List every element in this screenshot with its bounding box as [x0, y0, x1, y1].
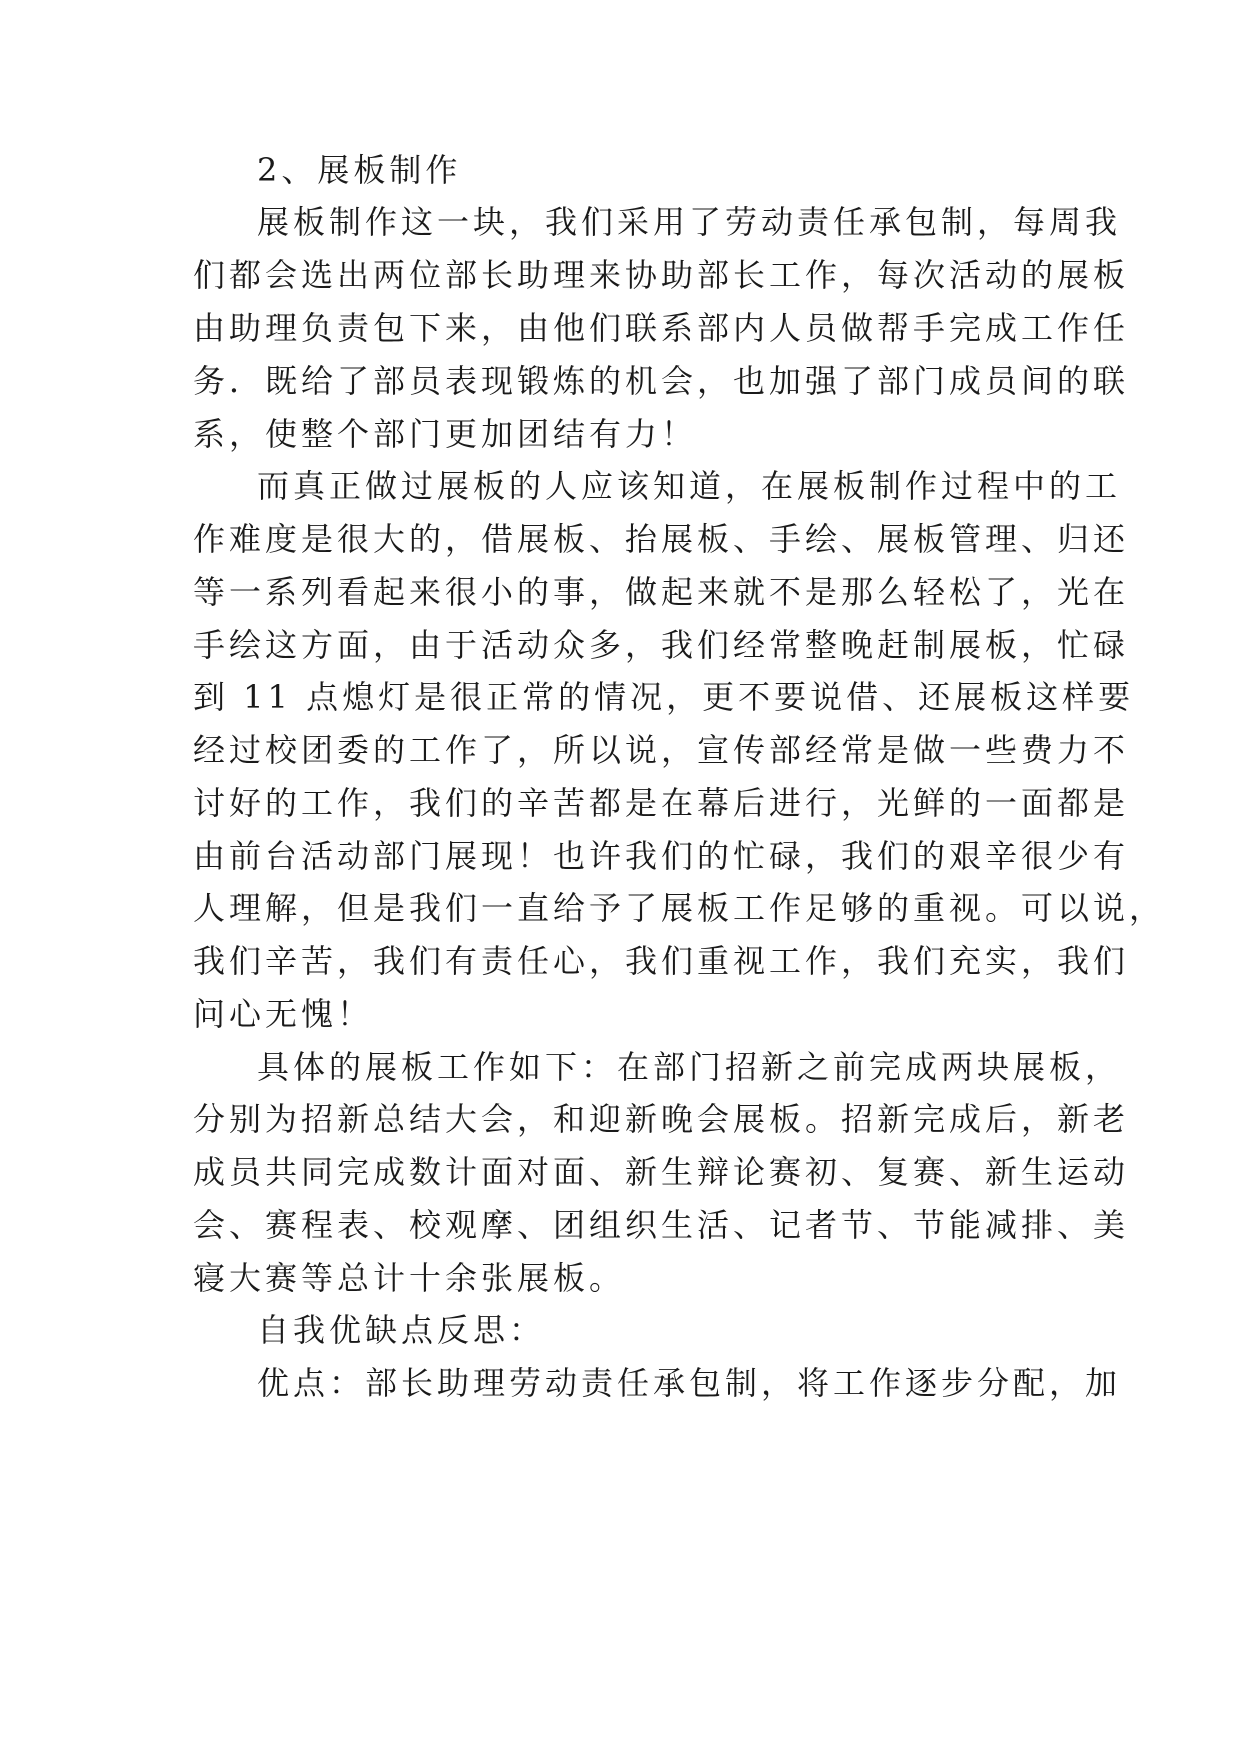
paragraph-line: 手绘这方面，由于活动众多，我们经常整晚赶制展板，忙碌: [193, 626, 1130, 664]
paragraph-line: 分别为招新总结大会，和迎新晚会展板。招新完成后，新老: [193, 1100, 1130, 1138]
paragraph-line: 寝大赛等总计十余张展板。: [193, 1259, 626, 1297]
paragraph-line: 系，使整个部门更加团结有力！: [193, 415, 698, 453]
paragraph-line: 作难度是很大的，借展板、抬展板、手绘、展板管理、归还: [193, 520, 1130, 558]
paragraph-line: 由前台活动部门展现！也许我们的忙碌，我们的艰辛很少有: [193, 837, 1130, 875]
paragraph-line: 自我优缺点反思：: [257, 1311, 546, 1349]
paragraph-line: 优点：部长助理劳动责任承包制，将工作逐步分配，加: [257, 1364, 1122, 1402]
paragraph-line: 展板制作这一块，我们采用了劳动责任承包制，每周我: [257, 203, 1122, 241]
paragraph-line: 成员共同完成数计面对面、新生辩论赛初、复赛、新生运动: [193, 1153, 1130, 1191]
paragraph-line: 具体的展板工作如下：在部门招新之前完成两块展板，: [257, 1048, 1122, 1086]
paragraph-line: 会、赛程表、校观摩、团组织生活、记者节、节能减排、美: [193, 1206, 1130, 1244]
paragraph-line: 们都会选出两位部长助理来协助部长工作，每次活动的展板: [193, 256, 1130, 294]
section-heading: 2、展板制作: [257, 151, 462, 189]
paragraph-line: 务．既给了部员表现锻炼的机会，也加强了部门成员间的联: [193, 362, 1130, 400]
paragraph-line: 到 11 点熄灯是很正常的情况，更不要说借、还展板这样要: [193, 678, 1135, 716]
paragraph-line: 问心无愧！: [193, 995, 374, 1033]
paragraph-line: 人理解，但是我们一直给予了展板工作足够的重视。可以说，: [193, 889, 1166, 927]
paragraph-line: 由助理负责包下来，由他们联系部内人员做帮手完成工作任: [193, 309, 1130, 347]
paragraph-line: 经过校团委的工作了，所以说，宣传部经常是做一些费力不: [193, 731, 1130, 769]
paragraph-line: 而真正做过展板的人应该知道，在展板制作过程中的工: [257, 467, 1122, 505]
paragraph-line: 我们辛苦，我们有责任心，我们重视工作，我们充实，我们: [193, 942, 1130, 980]
paragraph-line: 等一系列看起来很小的事，做起来就不是那么轻松了，光在: [193, 573, 1130, 611]
paragraph-line: 讨好的工作，我们的辛苦都是在幕后进行，光鲜的一面都是: [193, 784, 1130, 822]
